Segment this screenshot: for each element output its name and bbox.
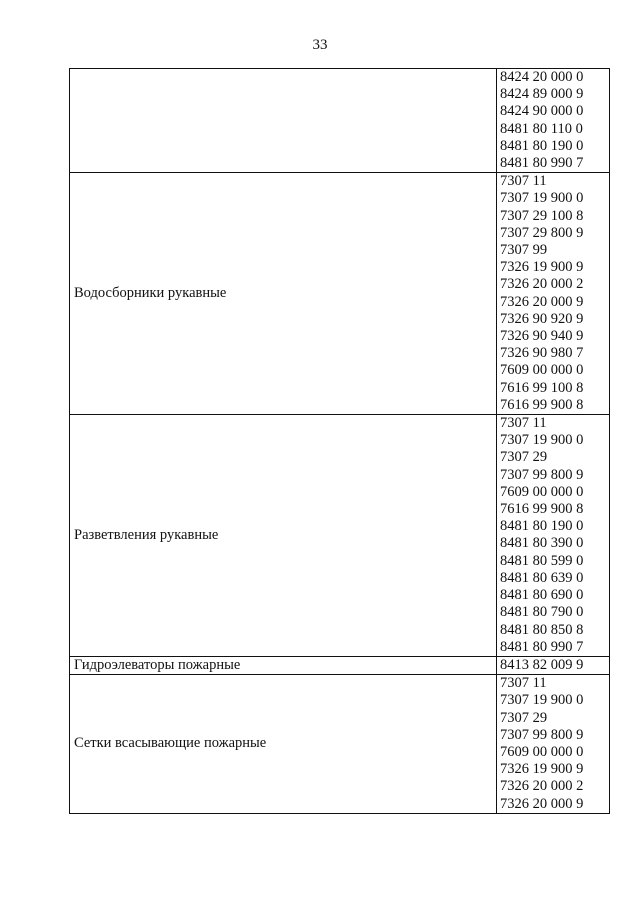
tn-ved-code: 7326 19 900 9 [500,259,584,276]
tn-ved-code: 7307 29 800 9 [500,224,584,241]
tn-ved-code: 8481 80 390 0 [500,535,584,552]
tn-ved-code: 8481 80 639 0 [500,569,584,586]
tn-ved-code: 7307 19 900 0 [500,190,584,207]
tn-ved-code: 7616 99 900 8 [500,396,584,413]
code-cell [497,415,610,657]
tn-ved-code: 8481 80 690 0 [500,587,584,604]
tn-ved-code: 7307 19 900 0 [500,432,584,449]
tn-ved-code: 8481 80 599 0 [500,552,584,569]
tn-ved-code: 7609 00 000 0 [500,483,584,500]
tn-ved-code: 8481 80 110 0 [500,120,583,137]
code-cell [497,675,610,814]
code-cell [497,173,610,415]
tn-ved-code: 8481 80 990 7 [500,638,584,655]
tn-ved-code: 7307 11 [500,173,547,190]
tn-ved-code: 7326 20 000 9 [500,795,584,812]
tn-ved-code: 8424 90 000 0 [500,103,584,120]
tn-ved-code: 8481 80 190 0 [500,518,584,535]
tn-ved-code: 8481 80 190 0 [500,137,584,154]
table-row [70,173,610,415]
tn-ved-code: 7307 19 900 0 [500,692,584,709]
table-row [70,675,610,814]
tn-ved-code: 7307 99 800 9 [500,466,584,483]
page-number: 33 [312,37,328,53]
tn-ved-code: 7307 29 [500,449,548,466]
tn-ved-code: 7616 99 900 8 [500,501,584,518]
tn-ved-code: 7307 11 [500,415,547,432]
tn-ved-code: 7326 20 000 2 [500,778,584,795]
product-name-cell [70,173,497,415]
table-row [70,69,610,173]
tn-ved-code: 7307 11 [500,675,547,692]
code-cell [497,656,610,674]
product-name: Гидроэлеваторы пожарные [74,657,241,673]
product-name-cell [70,656,497,674]
product-name-cell [70,675,497,814]
product-name-cell [70,415,497,657]
tn-ved-code: 7307 29 [500,709,548,726]
table-row [70,415,610,657]
tn-ved-code: 8481 80 990 7 [500,155,584,172]
code-cell [497,69,610,173]
tn-ved-code: 7326 20 000 2 [500,276,584,293]
tn-ved-code: 8424 20 000 0 [500,69,584,85]
tn-ved-code: 7326 19 900 9 [500,761,584,778]
tn-ved-code: 7307 99 [500,242,548,259]
tn-ved-code: 8424 89 000 9 [500,86,584,103]
tn-ved-code: 8481 80 790 0 [500,604,584,621]
tn-ved-code: 7609 00 000 0 [500,743,584,760]
tn-ved-code: 7326 90 980 7 [500,345,584,362]
tn-ved-code: 7326 90 940 9 [500,328,584,345]
tn-ved-code: 7609 00 000 0 [500,362,584,379]
product-name-cell [70,69,497,173]
product-name: Сетки всасывающие пожарные [74,735,267,752]
tn-ved-code: 7307 29 100 8 [500,207,584,224]
product-name: Разветвления рукавные [74,526,219,543]
tn-ved-code: 7326 20 000 9 [500,293,584,310]
tn-ved-code: 8413 82 009 9 [500,656,584,673]
tn-ved-code: 8481 80 850 8 [500,621,584,638]
product-name: Водосборники рукавные [74,285,227,302]
table-row [70,656,610,674]
product-code-table [69,68,610,814]
tn-ved-code: 7307 99 800 9 [500,726,584,743]
tn-ved-code: 7616 99 100 8 [500,379,584,396]
tn-ved-code: 7326 90 920 9 [500,310,584,327]
